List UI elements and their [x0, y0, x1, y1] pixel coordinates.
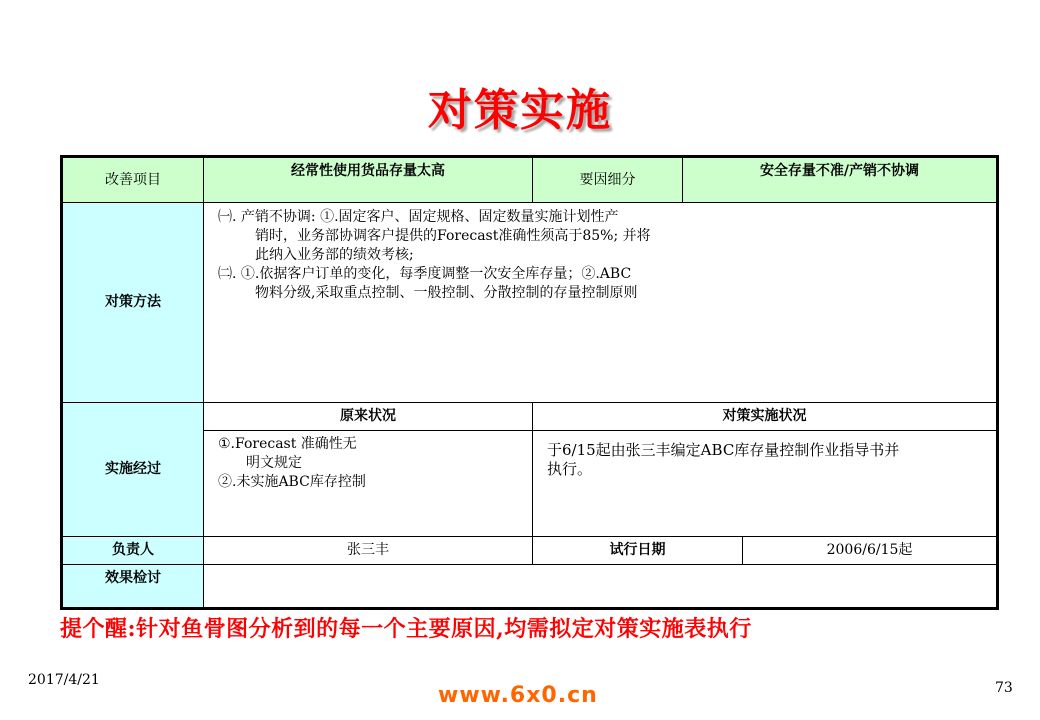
factor-label: 要因细分 — [533, 157, 683, 203]
improvement-item-value: 经常性使用货品存量太高 — [204, 157, 533, 203]
effect-label: 效果检讨 — [62, 565, 204, 609]
method-content — [204, 203, 998, 403]
trial-date-value: 2006/6/15起 — [743, 537, 998, 565]
method-line: 此纳入业务部的绩效考核; — [255, 247, 414, 263]
original-status-line: 明文规定 — [246, 455, 302, 471]
process-label: 实施经过 — [62, 403, 204, 537]
measure-status-line: 执行。 — [547, 460, 593, 478]
footer-website: www.6x0.cn — [438, 683, 598, 708]
owner-label: 负责人 — [62, 537, 204, 565]
method-line: 物料分级,采取重点控制、一般控制、分散控制的存量控制原则 — [255, 285, 638, 301]
method-line: ㈠. 产销不协调: ①.固定客户、固定规格、固定数量实施计划性产 — [218, 209, 619, 225]
original-status-line: ②.未实施ABC库存控制 — [218, 474, 366, 490]
countermeasure-table — [60, 155, 999, 610]
original-status-content — [204, 431, 533, 537]
trial-date-label: 试行日期 — [533, 537, 743, 565]
footer-date: 2017/4/21 — [28, 672, 100, 688]
measure-status-header: 对策实施状况 — [533, 403, 998, 431]
reminder-text: 提个醒:针对鱼骨图分析到的每一个主要原因,均需拟定对策实施表执行 — [60, 616, 752, 642]
effect-value — [204, 565, 998, 609]
improvement-item-label: 改善项目 — [62, 157, 204, 203]
original-status-line: ①.Forecast 准确性无 — [218, 436, 357, 452]
owner-value: 张三丰 — [204, 537, 533, 565]
measure-status-content — [533, 431, 998, 537]
factor-value: 安全存量不准/产销不协调 — [683, 157, 998, 203]
page-title: 对策实施 — [428, 85, 612, 136]
original-status-header: 原来状况 — [204, 403, 533, 431]
page-number: 73 — [995, 680, 1013, 696]
measure-status-line: 于6/15起由张三丰编定ABC库存量控制作业指导书并 — [547, 441, 900, 459]
method-line: ㈡. ①.依据客户订单的变化，每季度调整一次安全库存量；②.ABC — [218, 266, 632, 282]
method-label: 对策方法 — [62, 203, 204, 403]
method-line: 销时，业务部协调客户提供的Forecast准确性须高于85%; 并将 — [255, 228, 651, 244]
